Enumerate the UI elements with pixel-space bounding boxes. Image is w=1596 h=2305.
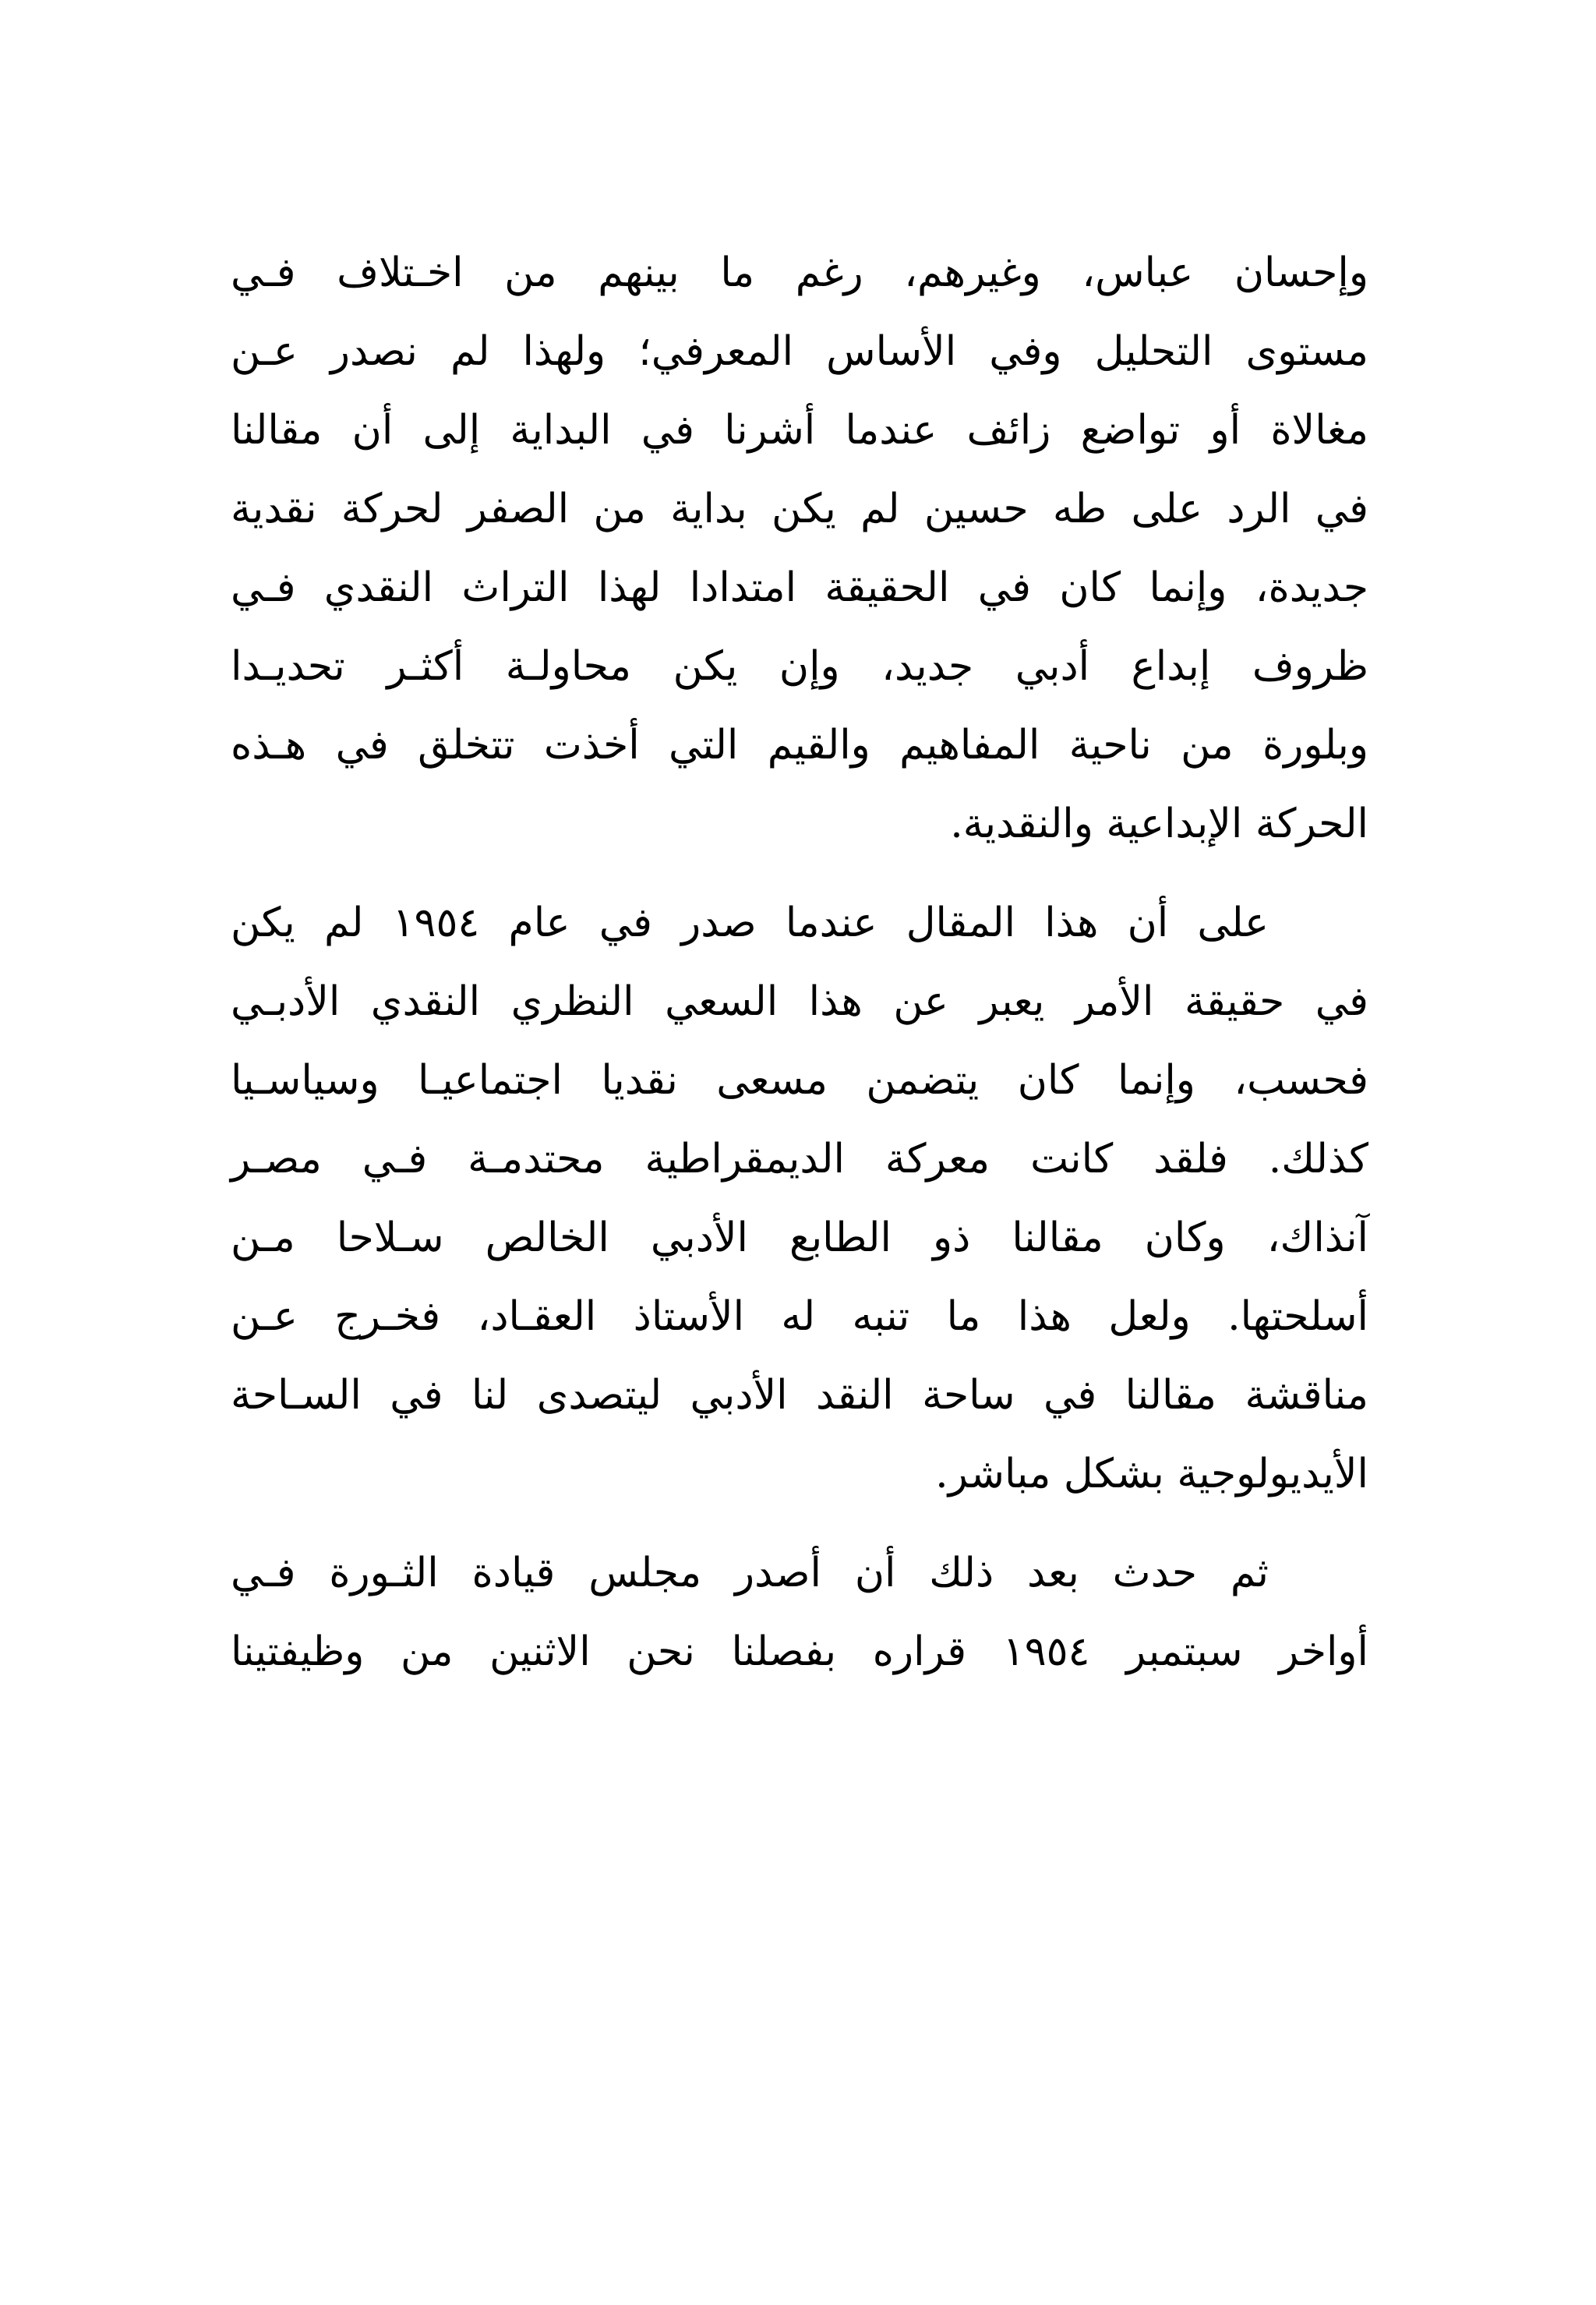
text-line: ظروف إبداع أدبي جديد، وإن يكن محاولـة أكثـر تحديـدا (231, 643, 1368, 690)
text-line: وإحسان عباس، وغيرهم، رغم ما بينهم من اخـتلاف فـي (231, 249, 1368, 296)
text-line: الأيديولوجية بشكل مباشر. (935, 1451, 1368, 1497)
text-line: أواخر سبتمبر ١٩٥٤ قراره بفصلنا نحن الاثنين من وظيفتينا (231, 1628, 1368, 1675)
text-line: ثم حدث بعد ذلك أن أصدر مجلس قيادة الثـورة فـي (231, 1550, 1269, 1596)
text-line: جديدة، وإنما كان في الحقيقة امتدادا لهذا التراث النقدي فـي (231, 564, 1368, 611)
text-line: آنذاك، وكان مقالنا ذو الطابع الأدبي الخالص سـلاحا مـن (231, 1214, 1368, 1261)
text-line: مناقشة مقالنا في ساحة النقد الأدبي ليتصدى لنا في السـاحة (231, 1372, 1368, 1419)
paragraph-spacer (231, 864, 1368, 884)
text-line: كذلك. فلقد كانت معركة الديمقراطية محتدمـة فـي مصـر (231, 1136, 1368, 1183)
paragraph (231, 884, 1368, 1514)
text-line: وبلورة من ناحية المفاهيم والقيم التي أخذت تتخلق في هـذه (231, 722, 1368, 769)
text-line: في الرد على طه حسين لم يكن بداية من الصفر لحركة نقدية (231, 486, 1368, 532)
text-line: الحركة الإبداعية والنقدية. (950, 801, 1368, 847)
text-line: أسلحتها. ولعل هذا ما تنبه له الأستاذ العقـاد، فخـرج عـن (231, 1293, 1368, 1340)
body-text (231, 234, 1368, 1692)
paragraph-spacer (231, 1514, 1368, 1534)
text-line: فحسب، وإنما كان يتضمن مسعى نقديا اجتماعيـا وسياسـيا (231, 1057, 1368, 1104)
text-line: مغالاة أو تواضع زائف عندما أشرنا في البداية إلى أن مقالنا (231, 407, 1368, 454)
text-line: مستوى التحليل وفي الأساس المعرفي؛ ولهذا لم نصدر عـن (231, 328, 1368, 375)
paragraph (231, 234, 1368, 864)
paragraph (231, 1534, 1368, 1692)
text-line: في حقيقة الأمر يعبر عن هذا السعي النظري النقدي الأدبـي (231, 978, 1368, 1025)
text-line: على أن هذا المقال عندما صدر في عام ١٩٥٤ لم يكن (231, 900, 1269, 946)
